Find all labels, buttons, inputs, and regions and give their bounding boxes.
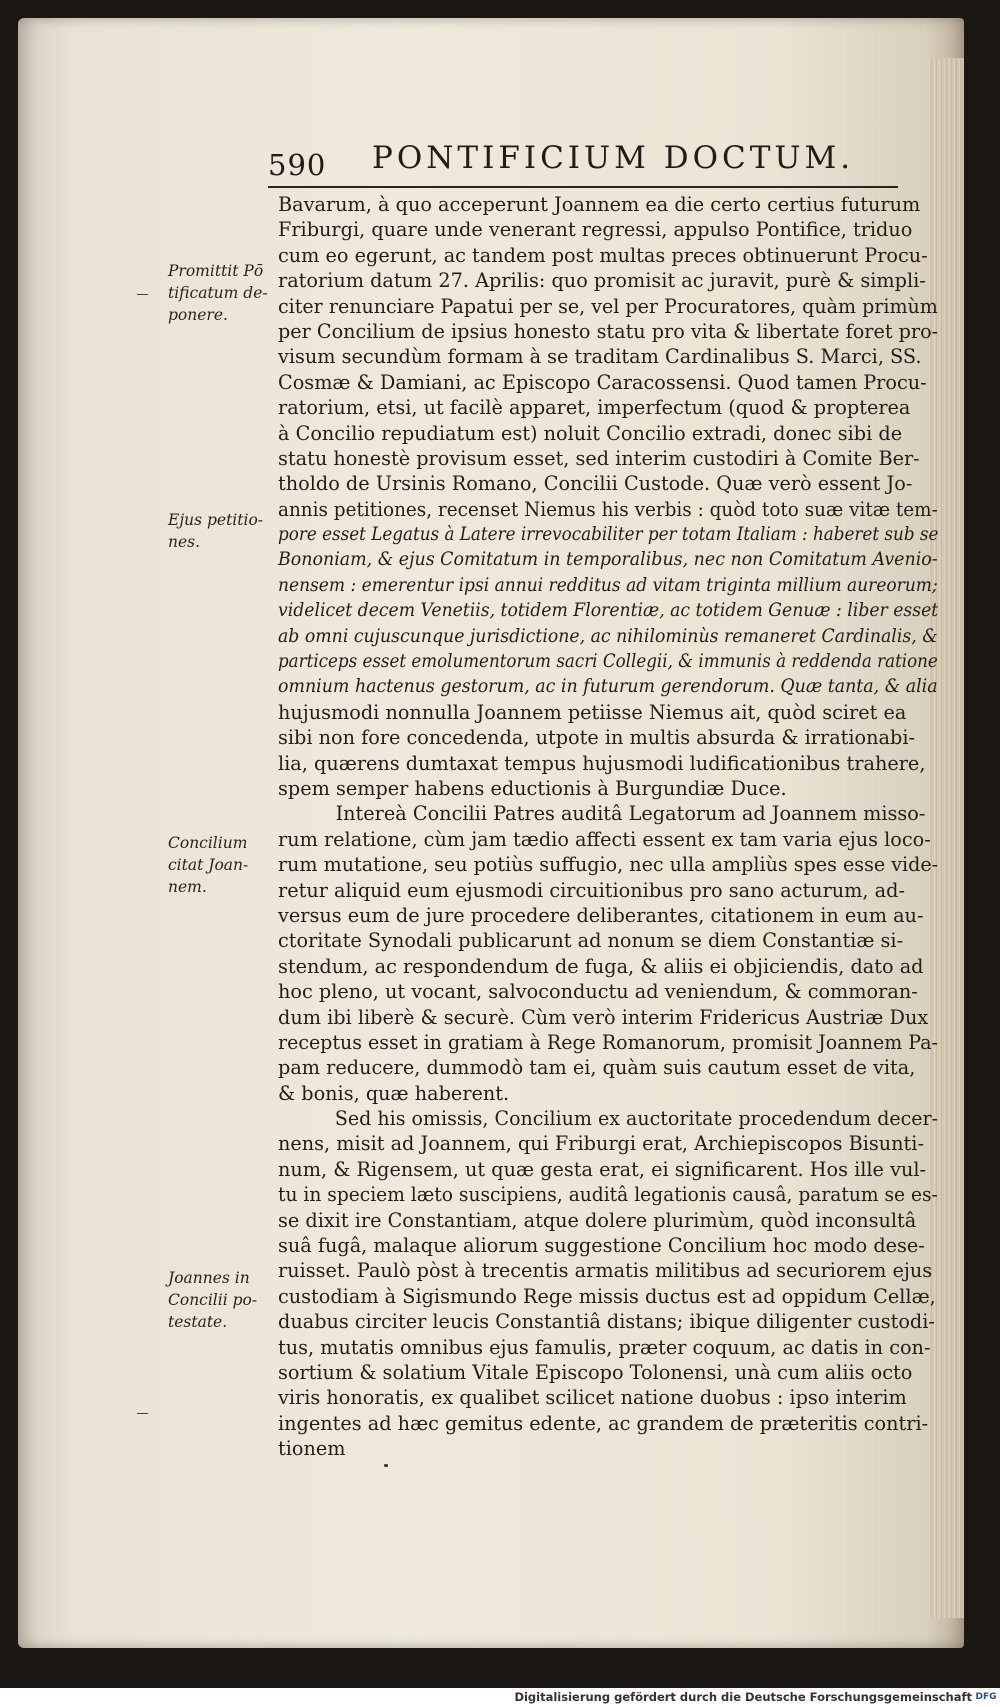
- text-line: receptus esset in gratiam à Rege Romanorum, promisit Joannem Pa-: [278, 1030, 938, 1054]
- marginal-note-line: testate.: [168, 1313, 228, 1331]
- text-line: ratorium datum 27. Aprilis: quo promisit ac juravit, purè & simpli-: [278, 269, 926, 293]
- text-line: rum mutatione, seu potiùs suffugio, nec ulla ampliùs spes esse vide-: [278, 853, 939, 877]
- text-line: visum secundùm formam à se traditam Cardinalibus S. Marci, SS.: [278, 345, 922, 369]
- text-line: custodiam à Sigismundo Rege missis ductus est ad oppidum Cellæ,: [278, 1284, 936, 1308]
- text-line: lia, quærens dumtaxat tempus hujusmodi ludificationibus trahere,: [278, 751, 926, 775]
- text-line: ctoritate Synodali publicarunt ad nonum se diem Constantiæ si-: [278, 929, 904, 953]
- ink-speck: [384, 1464, 388, 1467]
- marginal-note: [168, 509, 276, 553]
- marginal-note-line: nes.: [168, 533, 201, 551]
- text-line: tus, mutatis omnibus ejus famulis, præter coquum, ac datis in con-: [278, 1335, 931, 1359]
- text-line: tu in speciem læto suscipiens, auditâ legationis causâ, paratum se es-: [278, 1183, 938, 1207]
- text-line: tholdo de Ursinis Romano, Concilii Custode. Quæ verò essent Jo-: [278, 472, 913, 496]
- text-line: retur aliquid eum ejusmodi circuitionibus pro sano acturum, ad-: [278, 878, 905, 902]
- text-line: annis petitiones, recenset Niemus his verbis : quòd toto suæ vitæ tem-: [278, 497, 938, 521]
- text-line: suâ fugâ, malaque aliorum suggestione Concilium hoc modo dese-: [278, 1234, 925, 1258]
- text-line: Intereà Concilii Patres auditâ Legatorum ad Joannem misso-: [335, 802, 926, 826]
- marginal-note-line: Joannes in: [168, 1269, 250, 1287]
- text-line: ab omni cujuscunque jurisdictione, ac nihilominùs remaneret Cardinalis, &: [278, 625, 938, 647]
- dfg-logo: DFG: [975, 1692, 997, 1702]
- margin-dash: [137, 294, 148, 295]
- text-line: se dixit ire Constantiam, atque dolere plurimùm, quòd inconsultâ: [278, 1208, 917, 1232]
- text-line: sortium & solatium Vitale Episcopo Tolonensi, unà cum aliis octo: [278, 1360, 913, 1384]
- marginal-note-line: ponere.: [168, 306, 228, 324]
- text-line: hujusmodi nonnulla Joannem petiisse Niemus ait, quòd sciret ea: [278, 700, 907, 724]
- text-line: rum relatione, cùm jam tædio affecti essent ex tam varia ejus loco-: [278, 827, 931, 851]
- margin-dash: [137, 1413, 148, 1414]
- text-line: stendum, ac respondendum de fuga, & aliis ei objiciendis, dato ad: [278, 954, 924, 978]
- text-line: statu honestè provisum esset, sed interim custodiri à Comite Ber-: [278, 446, 920, 470]
- text-line: duabus circiter leucis Constantiâ distans; ibique diligenter custodi-: [278, 1310, 935, 1334]
- text-line: sibi non fore concedenda, utpote in multis absurda & irrationabi-: [278, 726, 915, 750]
- text-line: nens, misit ad Joannem, qui Friburgi erat, Archiepiscopos Bisunti-: [278, 1132, 924, 1156]
- text-line: videlicet decem Venetiis, totidem Florentiæ, ac totidem Genuæ : liber esset: [278, 600, 939, 622]
- text-line: particeps esset emolumentorum sacri Collegii, & immunis à reddenda ratione: [278, 651, 938, 673]
- marginal-note: [168, 260, 276, 326]
- marginal-note-line: Promittit Pō: [168, 262, 264, 280]
- marginal-note-line: Ejus petitio-: [168, 511, 264, 529]
- text-line: ruisset. Paulò pòst à trecentis armatis militibus ad securiorem ejus: [278, 1259, 933, 1283]
- text-line: cum eo egerunt, ac tandem post multas preces obtinuerunt Procu-: [278, 243, 928, 267]
- text-line: versus eum de jure procedere deliberantes, citationem in eum au-: [278, 903, 924, 927]
- text-line: num, & Rigensem, ut quæ gesta erat, ei significarent. Hos ille vul-: [278, 1157, 927, 1181]
- text-line: per Concilium de ipsius honesto statu pro vita & libertate foret pro-: [278, 319, 939, 343]
- funding-credit: Digitalisierung gefördert durch die Deutsche Forschungsgemeinschaft: [514, 1690, 972, 1704]
- text-line: Sed his omissis, Concilium ex auctoritate procedendum decer-: [334, 1107, 939, 1131]
- page-header: [268, 140, 898, 188]
- text-line: dum ibi liberè & securè. Cùm verò interim Fridericus Austriæ Dux: [278, 1005, 929, 1029]
- text-line: Bavarum, à quo acceperunt Joannem ea die certo certius futurum: [278, 193, 921, 216]
- text-line: & bonis, quæ haberent.: [278, 1081, 510, 1105]
- text-line: Cosmæ & Damiani, ac Episcopo Caracossensi. Quod tamen Procu-: [278, 370, 927, 394]
- running-title: PONTIFICIUM DOCTUM.: [372, 140, 855, 176]
- text-line: hoc pleno, ut vocant, salvoconductu ad veniendum, & commoran-: [278, 980, 918, 1004]
- footer-bar: [0, 1688, 1000, 1707]
- marginal-note: [168, 1267, 276, 1333]
- marginal-note-line: citat Joan-: [168, 856, 249, 874]
- body-text: [278, 192, 943, 1462]
- text-line: spem semper habens eductionis à Burgundiæ Duce.: [278, 776, 787, 800]
- marginal-note-line: nem.: [168, 878, 207, 896]
- marginalia: [168, 0, 276, 1660]
- text-line: tionem: [278, 1437, 346, 1461]
- text-line: pam reducere, dummodò tam ei, quàm suis cautum esset de vita,: [278, 1056, 916, 1080]
- text-line: ratorium, etsi, ut facilè apparet, imperfectum (quod & propterea: [278, 396, 911, 420]
- text-line: omnium hactenus gestorum, ac in futurum gerendorum. Quæ tanta, & alia: [278, 676, 938, 698]
- marginal-note-line: tificatum de-: [168, 284, 268, 302]
- text-line: viris honoratis, ex qualibet scilicet natione duobus : ipso interim: [278, 1386, 907, 1410]
- page-number: 590: [268, 148, 327, 182]
- text-line: Bononiam, & ejus Comitatum in temporalibus, nec non Comitatum Avenio-: [278, 549, 938, 571]
- marginal-note-line: Concilii po-: [168, 1291, 258, 1309]
- marginal-note: [168, 832, 276, 898]
- text-line: citer renunciare Papatui per se, vel per Procuratores, quàm primùm: [278, 294, 938, 318]
- marginal-note-line: Concilium: [168, 834, 248, 852]
- text-line: Friburgi, quare unde venerant regressi, appulso Pontifice, triduo: [278, 218, 913, 242]
- text-line: ingentes ad hæc gemitus edente, ac grandem de præteritis contri-: [278, 1411, 929, 1435]
- text-line: nensem : emerentur ipsi annui redditus ad vitam triginta millium aureorum;: [278, 574, 938, 596]
- text-line: à Concilio repudiatum est) noluit Concilio extradi, donec sibi de: [278, 421, 903, 445]
- text-line: pore esset Legatus à Latere irrevocabiliter per totam Italiam : haberet sub se: [278, 524, 939, 546]
